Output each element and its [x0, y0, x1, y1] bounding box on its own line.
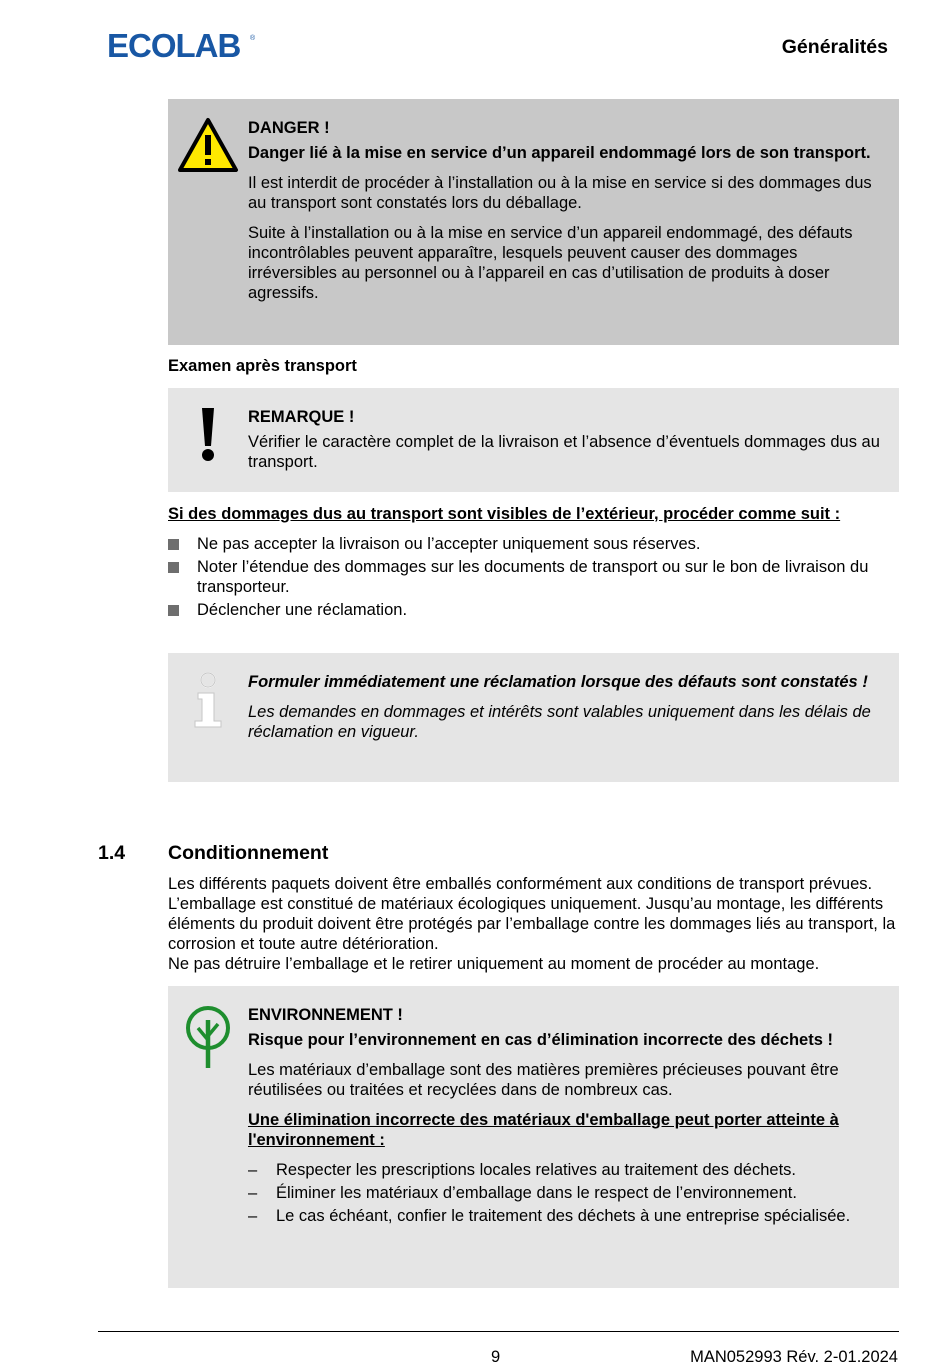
info-text: Les demandes en dommages et intérêts sont valables uniquement dans les délais de réclamation en vigueur. [248, 703, 871, 741]
exclamation-icon [200, 408, 216, 469]
bullet-square-icon [168, 539, 179, 550]
list-item: Ne pas accepter la livraison ou l’accepter uniquement sous réserves. [168, 534, 899, 554]
note-label: REMARQUE ! [248, 408, 355, 426]
section-paragraph: Ne pas détruire l’emballage et le retirer uniquement au moment de procéder au montage. [168, 955, 820, 973]
list-item: – Respecter les prescriptions locales relatives au traitement des déchets. [248, 1161, 796, 1179]
ecolab-logo [107, 30, 257, 67]
logo-text: ECOLAB [107, 30, 241, 62]
list-item: – Éliminer les matériaux d’emballage dans le respect de l’environnement. [248, 1184, 797, 1202]
list-item: Déclencher une réclamation. [168, 600, 899, 620]
section-number: 1.4 [98, 842, 126, 864]
damage-list [168, 534, 899, 620]
bullet-square-icon [168, 605, 179, 616]
info-title: Formuler immédiatement une réclamation lorsque des défauts sont constatés ! [248, 673, 868, 691]
svg-text:®: ® [250, 35, 256, 42]
danger-label: DANGER ! [248, 119, 330, 137]
damage-heading: Si des dommages dus au transport sont visibles de l’extérieur, procéder comme suit : [168, 505, 841, 523]
environment-list [248, 1160, 889, 1226]
danger-paragraph: Suite à l’installation ou à la mise en service d’un appareil endommagé, des défauts incontrôlables peuvent apparaître, lesquels peuvent causer des dommages irréversibles au personnel ou à l’appareil en cas d’utilisation de produits à doser agressifs. [248, 224, 853, 302]
info-icon [192, 671, 226, 734]
environment-warning: Une élimination incorrecte des matériaux d'emballage peut porter atteinte à l'environnement : [248, 1111, 839, 1149]
section-paragraph: Les différents paquets doivent être emballés conformément aux conditions de transport prévues. L’emballage est constitué de matériaux écologiques uniquement. Jusqu’au montage, les différents éléments du produit doivent être protégés par l’emballage contre les dommages liés au transport, la corrosion et toute autre détérioration. [168, 875, 896, 953]
list-item: Noter l’étendue des dommages sur les documents de transport ou sur le bon de livraison du transporteur. [168, 557, 899, 597]
tree-icon [184, 1004, 232, 1075]
page-header-title: Généralités [781, 36, 888, 58]
danger-box [168, 99, 899, 345]
environment-label: ENVIRONNEMENT ! [248, 1006, 403, 1024]
inspection-heading: Examen après transport [168, 357, 357, 375]
danger-paragraph: Il est interdit de procéder à l’installation ou à la mise en service si des dommages dus au transport sont constatés lors du déballage. [248, 174, 872, 212]
environment-box [168, 986, 899, 1288]
bullet-square-icon [168, 562, 179, 573]
page-number: 9 [491, 1348, 501, 1362]
note-text: Vérifier le caractère complet de la livraison et l’absence d’éventuels dommages dus au transport. [248, 433, 880, 471]
danger-subtitle: Danger lié à la mise en service d’un appareil endommagé lors de son transport. [248, 144, 871, 162]
note-box [168, 388, 899, 492]
environment-paragraph: Les matériaux d’emballage sont des matières premières précieuses pouvant être réutilisées ou traitées et recyclées dans de nombreux cas. [248, 1061, 839, 1099]
warning-triangle-icon [177, 117, 239, 178]
environment-subtitle: Risque pour l’environnement en cas d’élimination incorrecte des déchets ! [248, 1031, 833, 1049]
footer-divider [98, 1331, 899, 1332]
list-item: – Le cas échéant, confier le traitement des déchets à une entreprise spécialisée. [248, 1207, 851, 1225]
info-box [168, 653, 899, 782]
document-reference: MAN052993 Rév. 2-01.2024 [690, 1348, 898, 1362]
section-title: Conditionnement [168, 842, 329, 864]
